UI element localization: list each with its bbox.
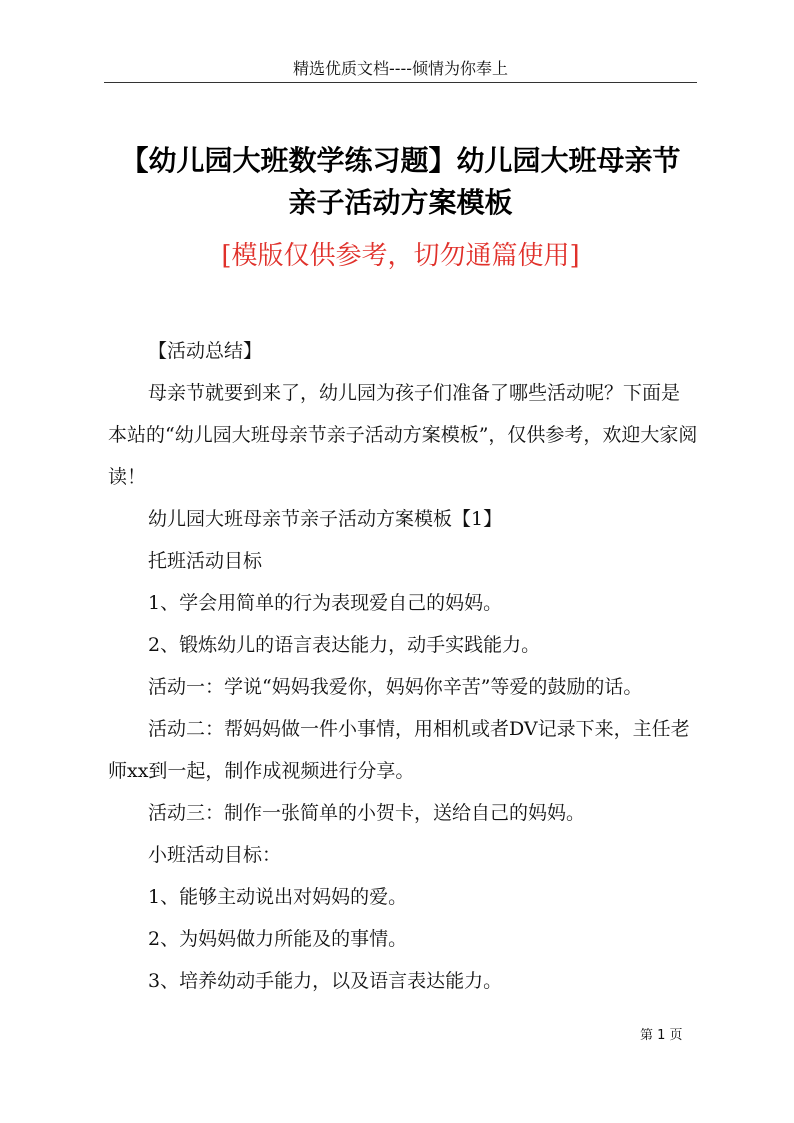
list-item: 2、为妈妈做力所能及的事情。: [148, 928, 408, 950]
small-class-goals-heading: 小班活动目标：: [148, 844, 282, 866]
intro-paragraph: 母亲节就要到来了，幼儿园为孩子们准备了哪些活动呢？下面是本站的“幼儿园大班母亲节亲子活动方案模板”，仅供参考，欢迎大家阅读！: [108, 382, 698, 488]
list-item: 2、锻炼幼儿的语言表达能力，动手实践能力。: [148, 634, 541, 656]
activity-item: 活动一：学说“妈妈我爱你，妈妈你辛苦”等爱的鼓励的话。: [148, 676, 643, 698]
plan-heading: 幼儿园大班母亲节亲子活动方案模板【1】: [148, 508, 503, 530]
list-item: 1、学会用简单的行为表现爱自己的妈妈。: [148, 592, 503, 614]
activity-item: 活动三：制作一张简单的小贺卡，送给自己的妈妈。: [148, 802, 586, 824]
page-header: 精选优质文档----倾情为你奉上: [104, 56, 697, 83]
document-title-line-2: 亲子活动方案模板: [288, 186, 513, 219]
page-number: 第 1 页: [640, 1028, 683, 1043]
list-item: 1、能够主动说出对妈妈的爱。: [148, 886, 408, 908]
document-title-line-1: 【幼儿园大班数学练习题】幼儿园大班母亲节: [120, 144, 681, 177]
section-heading: 【活动总结】: [148, 340, 263, 362]
nursery-goals-heading: 托班活动目标: [148, 550, 263, 572]
document-title: [104, 140, 697, 224]
activity-item: 活动二：帮妈妈做一件小事情，用相机或者DV记录下来，主任老师xx到一起，制作成视频进行分享。: [108, 718, 690, 782]
template-notice: [模版仅供参考，切勿通篇使用]: [221, 241, 580, 271]
list-item: 3、培养幼动手能力，以及语言表达能力。: [148, 970, 503, 992]
document-body: [108, 330, 698, 1002]
